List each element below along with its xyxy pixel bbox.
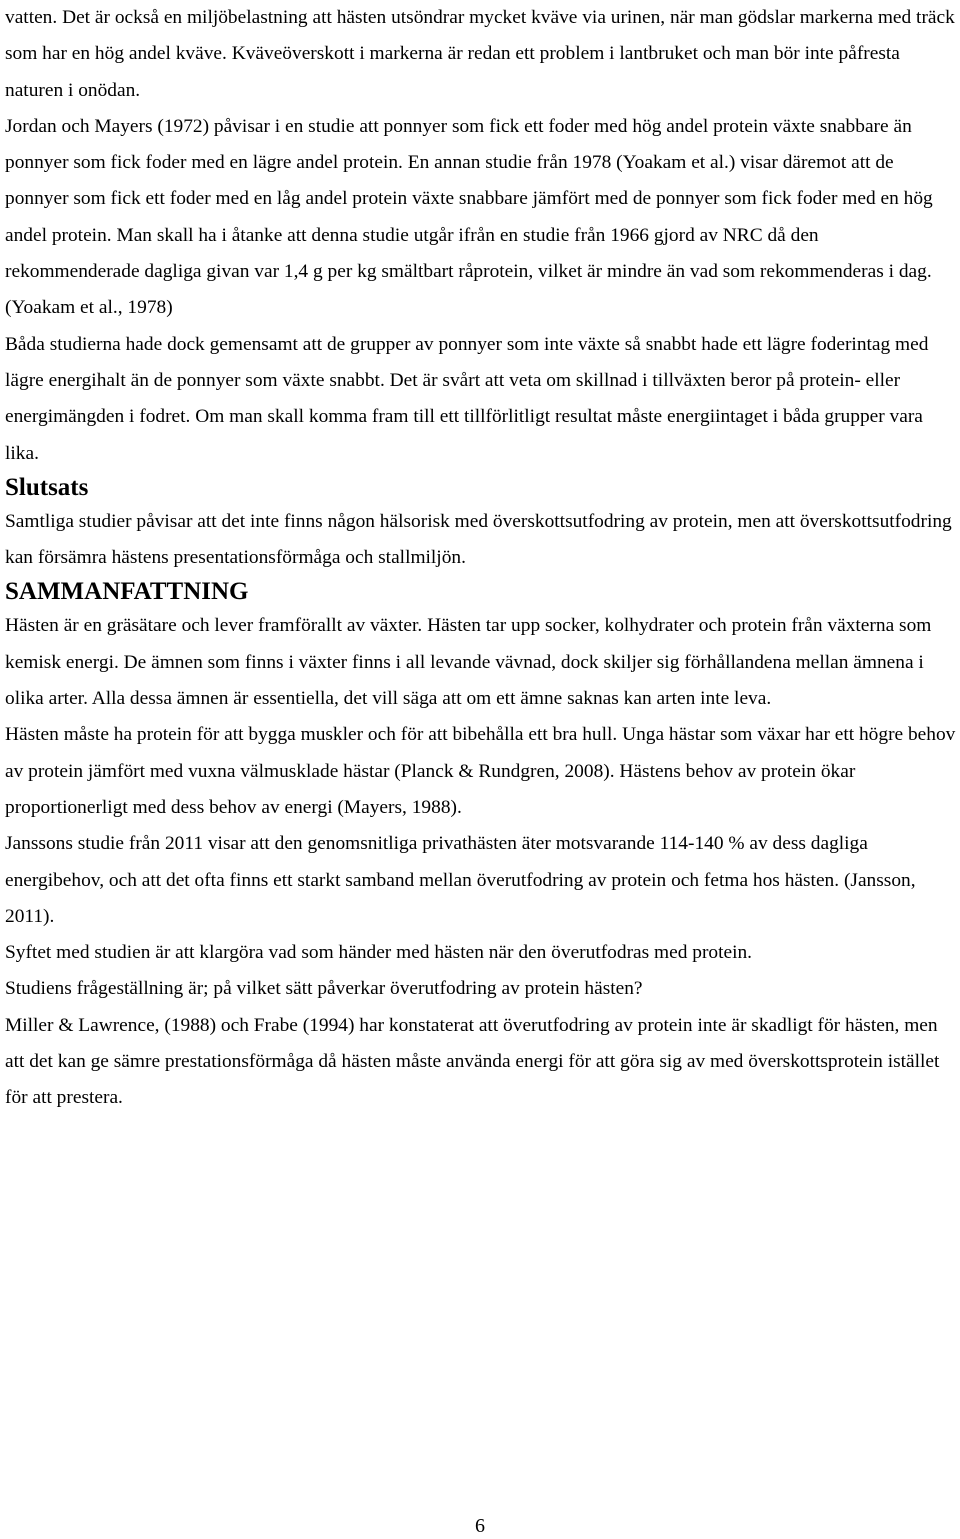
paragraph-environment: vatten. Det är också en miljöbelastning att hästen utsöndrar mycket kväve via urinen, när man gödslar markerna med träck som har en hög andel kväve. Kväveöverskott i markerna är redan ett problem i lantbruket och man bör inte påfresta naturen i onödan.: [5, 7, 955, 101]
heading-slutsats: Slutsats: [5, 473, 89, 501]
paragraph-summary-3: Janssons studie från 2011 visar att den genomsnitliga privathästen äter motsvarande 114-140 % av dess dagliga energibehov, och att det ofta finns ett starkt samband mellan överutfodring av protein och fetma hos hästen. (Jansson, 2011).: [5, 833, 916, 927]
paragraph-summary-1: Hästen är en gräsätare och lever framförallt av växter. Hästen tar upp socker, kolhydrater och protein från växterna som kemisk energi. De ämnen som finns i växter finns i all levande vävnad, dock skiljer sig förhållandena mellan ämnena i olika arter. Alla dessa ämnen är essentiella, det vill säga att om ett ämne saknas kan arten inte leva.: [5, 615, 932, 710]
heading-sammanfattning: SAMMANFATTNING: [5, 578, 249, 606]
paragraph-both-studies: Båda studierna hade dock gemensamt att de grupper av ponnyer som inte växte så snabbt hade ett lägre foderintag med lägre energihalt än de ponnyer som växte snabbt. Det är svårt att veta om skillnad i tillväxten beror på protein- eller energimängden i fodret. Om man skall komma fram till ett tillförlitligt resultat måste energiintaget i båda grupper vara lika.: [5, 333, 929, 464]
paragraph-summary-4: Syftet med studien är att klargöra vad som händer med hästen när den överutfodras med protein.: [5, 942, 753, 964]
document-page: [5, 0, 957, 1117]
paragraph-summary-2: Hästen måste ha protein för att bygga muskler och för att bibehålla ett bra hull. Unga hästar som växar har ett högre behov av protein jämfört med vuxna välmusklade hästar (Planck & Rundgren, 2008). Hästens behov av protein ökar proportionerligt med dess behov av energi (Mayers, 1988).: [5, 724, 956, 818]
page-number: 6: [475, 1515, 485, 1537]
paragraph-slutsats: Samtliga studier påvisar att det inte finns någon hälsorisk med överskottsutfodring av protein, men att överskottsutfodring kan försämra hästens presentationsförmåga och stallmiljön.: [5, 510, 952, 569]
paragraph-summary-6: Miller & Lawrence, (1988) och Frabe (1994) har konstaterat att överutfodring av protein inte är skadligt för hästen, men att det kan ge sämre prestationsförmåga då hästen måste använda energi för att göra sig av med överskottsprotein istället för att prestera.: [5, 1014, 940, 1109]
paragraph-summary-5: Studiens frågeställning är; på vilket sätt påverkar överutfodring av protein hästen?: [5, 978, 643, 1000]
paragraph-jordan-mayers: Jordan och Mayers (1972) påvisar i en studie att ponnyer som fick ett foder med hög andel protein växte snabbare än ponnyer som fick foder med en lägre andel protein. En annan studie från 1978 (Yoakam et al.) visar däremot att de ponnyer som fick ett foder med en låg andel protein växte snabbare jämfört med de ponnyer som fick foder med en hög andel protein. Man skall ha i åtanke att denna studie utgår ifrån en studie från 1966 gjord av NRC då den rekommenderade dagliga givan var 1,4 g per kg smältbart råprotein, vilket är mindre än vad som rekommenderas i dag. (Yoakam et al., 1978): [5, 115, 933, 319]
